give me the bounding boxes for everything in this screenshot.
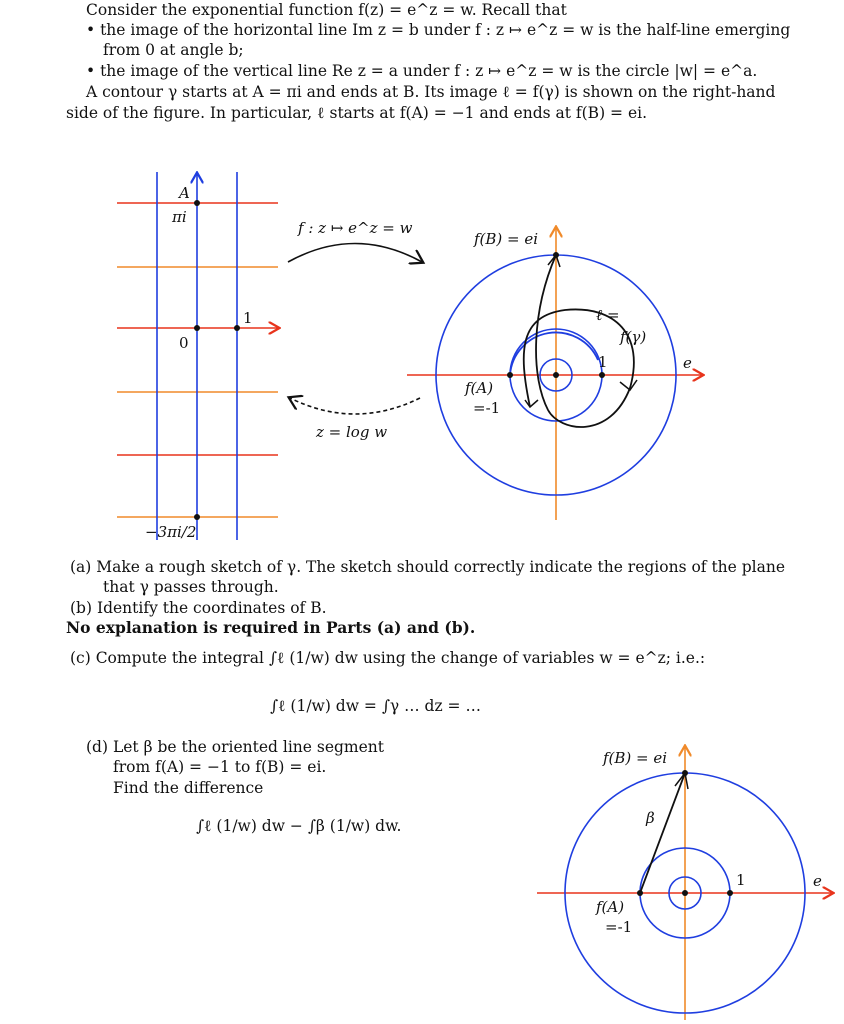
point-A	[194, 200, 200, 206]
point-fA-2	[637, 890, 643, 896]
question-d-equation: ∫ℓ (1/w) dw − ∫β (1/w) dw.	[196, 817, 402, 835]
point-origin-z	[194, 325, 200, 331]
label-pi-i: πi	[172, 208, 187, 226]
label-one: 1	[243, 309, 253, 327]
label-fA-2: f(A)	[596, 898, 625, 916]
label-beta: β	[646, 809, 655, 827]
z-plane-grid	[117, 172, 278, 541]
point-one-2	[727, 890, 733, 896]
question-a-line-1: (a) Make a rough sketch of γ. The sketch should correctly indicate the regions of the plane	[70, 558, 786, 576]
label-map-back: z = log w	[316, 423, 388, 441]
intro-bullet-2: • the image of the vertical line Re z = a under f : z ↦ e^z = w is the circle |w| = e^a.	[86, 62, 758, 80]
segment-beta	[640, 773, 685, 893]
intro-bullet-1b: from 0 at angle b;	[103, 41, 244, 59]
w-plane-figure	[407, 228, 702, 520]
label-A: A	[179, 184, 190, 202]
forward-map-arrow	[288, 244, 422, 263]
label-fB-2: f(B) = ei	[603, 749, 668, 767]
label-map-forward: f : z ↦ e^z = w	[298, 219, 413, 237]
label-e-2: e	[813, 872, 822, 890]
point-fB-2	[682, 770, 688, 776]
question-c-equation: ∫ℓ (1/w) dw = ∫γ … dz = …	[270, 697, 481, 715]
label-fA-value: =-1	[473, 399, 501, 417]
label-one-2: 1	[736, 871, 746, 889]
question-d-line-1: (d) Let β be the oriented line segment	[86, 738, 385, 756]
intro-line-1: Consider the exponential function f(z) = e^z = w. Recall that	[86, 1, 567, 19]
mapping-arrows	[288, 219, 422, 441]
question-d-line-2: from f(A) = −1 to f(B) = ei.	[113, 758, 327, 776]
intro-line-4: A contour γ starts at A = πi and ends at B. Its image ℓ = f(γ) is shown on the right-hand	[86, 83, 776, 101]
label-neg-3pi-over-2: −3πi/2	[145, 523, 197, 541]
point-one-w	[599, 372, 605, 378]
contour-arrowhead-right	[620, 380, 637, 390]
point-origin-2	[682, 890, 688, 896]
log-map-arrow	[290, 398, 420, 414]
point-fA	[507, 372, 513, 378]
intro-bullet-1a: • the image of the horizontal line Im z = b under f : z ↦ e^z = w is the half-line emerging	[86, 21, 791, 39]
beta-figure	[537, 747, 832, 1020]
label-fB: f(B) = ei	[474, 230, 539, 248]
question-note: No explanation is required in Parts (a) and (b).	[66, 618, 476, 637]
point-neg	[194, 514, 200, 520]
point-one-z	[234, 325, 240, 331]
question-b: (b) Identify the coordinates of B.	[70, 599, 327, 617]
intro-line-5: side of the figure. In particular, ℓ starts at f(A) = −1 and ends at f(B) = ei.	[66, 104, 648, 122]
contour-ell	[524, 255, 634, 427]
question-d-line-3: Find the difference	[113, 779, 264, 797]
point-origin-w	[553, 372, 559, 378]
label-zero: 0	[179, 334, 189, 352]
question-a-line-2: that γ passes through.	[103, 578, 279, 596]
question-c: (c) Compute the integral ∫ℓ (1/w) dw using the change of variables w = e^z; i.e.:	[70, 649, 706, 667]
label-e: e	[683, 354, 692, 372]
point-fB	[553, 252, 559, 258]
label-f-gamma: f(γ)	[620, 328, 647, 346]
label-ell: ℓ =	[596, 306, 620, 324]
label-fA-value-2: =-1	[605, 918, 633, 936]
label-fA: f(A)	[465, 379, 494, 397]
label-one-w: 1	[598, 353, 608, 371]
contour-arrowhead-left	[525, 400, 538, 407]
